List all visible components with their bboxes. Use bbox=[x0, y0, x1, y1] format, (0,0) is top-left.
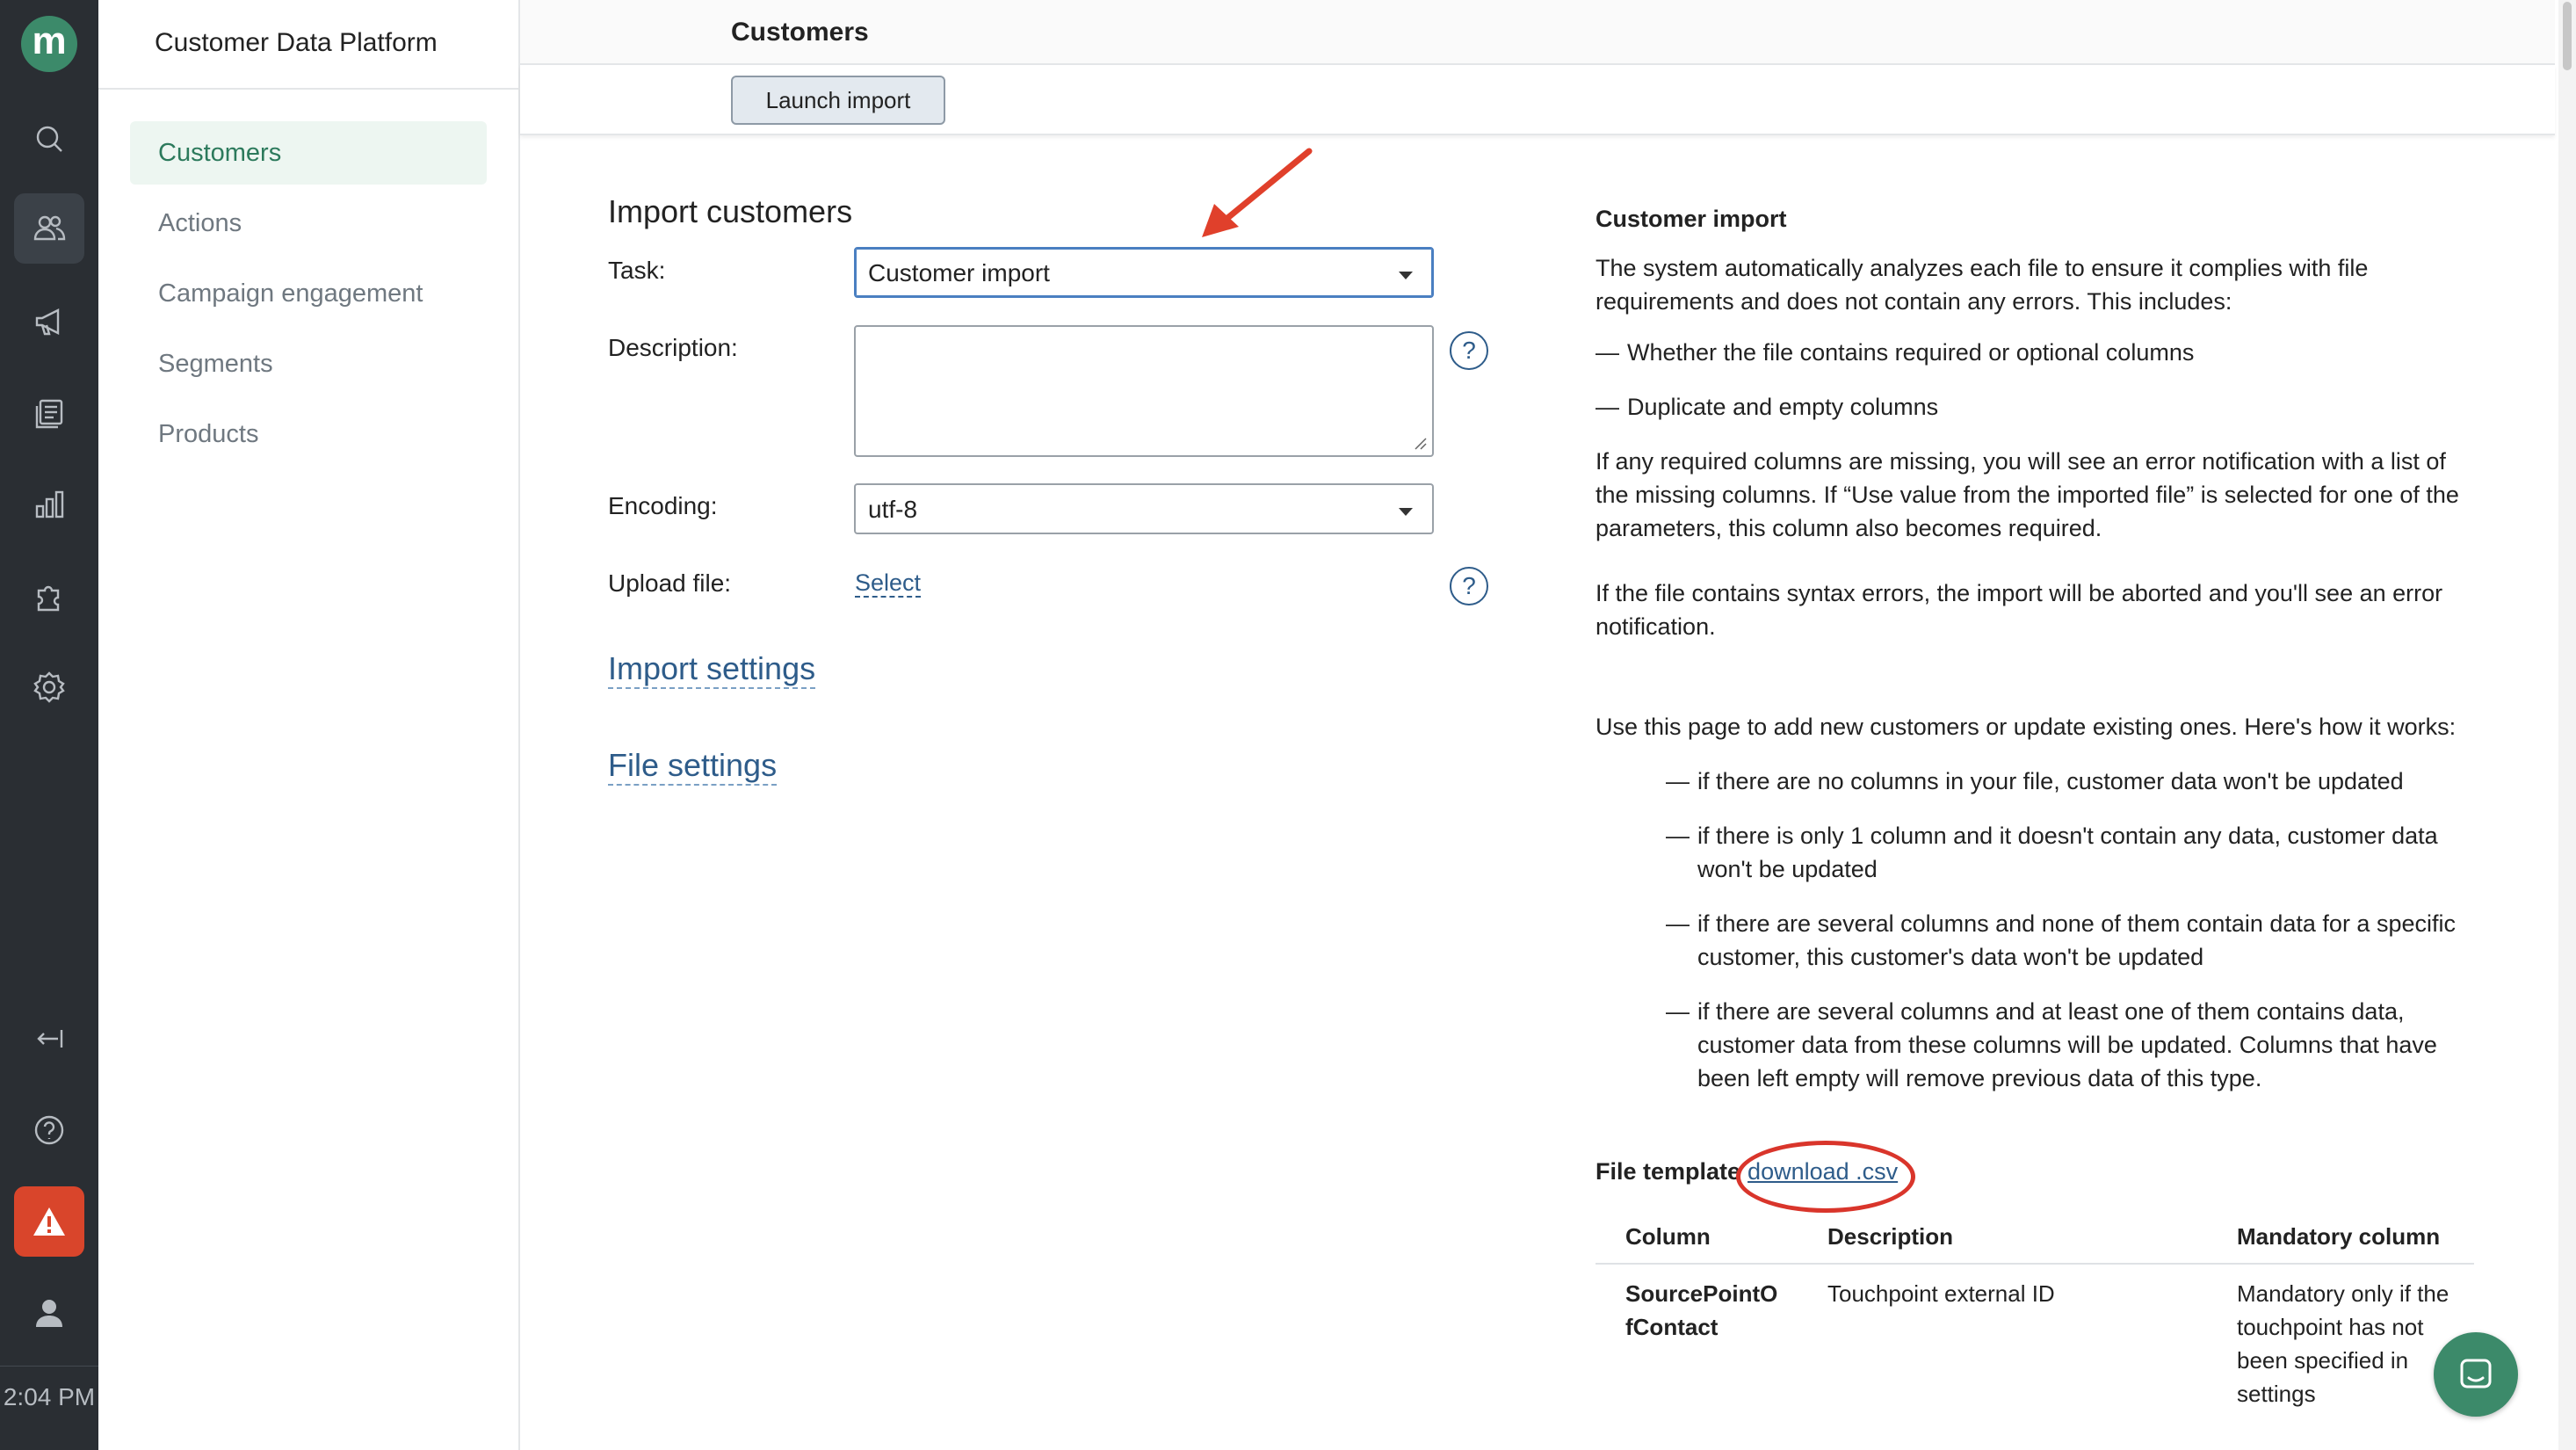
rule-item: — if there is only 1 column and it doesn't contain any data, customer data won't be updated bbox=[1596, 819, 2474, 886]
help-missing-columns: If any required columns are missing, you will see an error notification with a list of the missing columns. If “Use value from the imported file” is selected for one of the parameters, this column also becomes required. bbox=[1596, 448, 2459, 541]
encoding-select-value: utf-8 bbox=[868, 496, 918, 523]
check-item: — Duplicate and empty columns bbox=[1596, 390, 2474, 424]
table-header-row bbox=[1596, 1214, 2474, 1264]
toolbar bbox=[520, 65, 2555, 135]
app-logo[interactable]: m bbox=[21, 16, 77, 72]
chat-widget-button[interactable] bbox=[2434, 1332, 2518, 1417]
rule-item: — if there are no columns in your file, customer data won't be updated bbox=[1596, 765, 2474, 798]
launch-import-button[interactable]: Launch import bbox=[731, 76, 945, 125]
check-item: — Whether the file contains required or optional columns bbox=[1596, 336, 2474, 369]
help-panel bbox=[1596, 202, 2474, 1116]
table-cell: SourcePointO fContact bbox=[1625, 1280, 1778, 1340]
file-template-label: File template bbox=[1596, 1158, 1741, 1185]
rule-item: — if there are several columns and at least one of them contains data, customer data from these columns will be updated. Columns that have been left empty will remove previous data of this type. bbox=[1596, 995, 2474, 1095]
collapse-menu-icon[interactable] bbox=[14, 1004, 84, 1074]
clock: 2:04 PM bbox=[0, 1366, 98, 1450]
sidebar-item-campaign-engagement[interactable]: Campaign engagement bbox=[158, 279, 423, 308]
page-title: Customers bbox=[731, 18, 869, 47]
rule-item: — if there are several columns and none of them contain data for a specific customer, this customer's data won't be updated bbox=[1596, 907, 2474, 974]
select-file-link[interactable]: Select bbox=[855, 569, 922, 596]
customers-icon[interactable] bbox=[14, 193, 84, 264]
help-heading: Customer import bbox=[1596, 206, 1787, 232]
table-row bbox=[1596, 1264, 2474, 1410]
help-icon[interactable] bbox=[14, 1095, 84, 1165]
sidebar-brand: Customer Data Platform bbox=[98, 0, 518, 90]
alert-warning-icon[interactable] bbox=[14, 1186, 84, 1257]
sidebar-item-actions[interactable]: Actions bbox=[158, 209, 242, 237]
page-scrollbar[interactable] bbox=[2558, 0, 2576, 1450]
help-syntax-errors: If the file contains syntax errors, the import will be aborted and you'll see an error notification. bbox=[1596, 580, 2443, 640]
help-usage: Use this page to add new customers or update existing ones. Here's how it works: bbox=[1596, 714, 2457, 740]
table-header: Mandatory column bbox=[2207, 1214, 2474, 1264]
sidebar-item-products[interactable]: Products bbox=[158, 420, 259, 448]
sidebar-item-customers[interactable]: Customers bbox=[130, 121, 487, 185]
chevron-down-icon bbox=[1399, 508, 1413, 516]
sidebar-nav bbox=[98, 90, 518, 466]
campaigns-icon[interactable] bbox=[14, 286, 84, 357]
content-icon[interactable] bbox=[14, 378, 84, 448]
app-rail bbox=[0, 0, 98, 1450]
description-textarea[interactable] bbox=[854, 325, 1434, 457]
upload-file-label: Upload file: bbox=[608, 569, 732, 597]
download-csv-link[interactable]: download .csv bbox=[1747, 1158, 1899, 1185]
table-cell: Mandatory only if the touchpoint has not been specified in settings bbox=[2237, 1280, 2449, 1407]
description-label: Description: bbox=[608, 334, 738, 361]
template-table bbox=[1596, 1214, 2474, 1410]
task-label: Task: bbox=[608, 257, 666, 284]
help-intro: The system automatically analyzes each file to ensure it complies with file requirements and does not contain any errors. This includes: bbox=[1596, 255, 2369, 315]
chat-bubble-icon bbox=[2455, 1353, 2497, 1396]
upload-help-icon[interactable]: ? bbox=[1450, 567, 1488, 605]
section-sidebar bbox=[98, 0, 520, 1450]
task-select[interactable] bbox=[854, 247, 1434, 298]
table-cell: Touchpoint external ID bbox=[1827, 1280, 2055, 1307]
chevron-down-icon bbox=[1399, 272, 1413, 279]
scrollbar-thumb[interactable] bbox=[2563, 2, 2572, 70]
analytics-icon[interactable] bbox=[14, 469, 84, 540]
description-help-icon[interactable]: ? bbox=[1450, 331, 1488, 370]
annotation-circle bbox=[1736, 1141, 1915, 1213]
form-title: Import customers bbox=[608, 193, 853, 229]
task-select-value: Customer import bbox=[868, 259, 1050, 286]
search-icon[interactable] bbox=[14, 104, 84, 174]
table-header: Description bbox=[1798, 1214, 2207, 1264]
file-settings-toggle[interactable]: File settings bbox=[608, 747, 777, 786]
encoding-select[interactable] bbox=[854, 483, 1434, 534]
sidebar-item-segments[interactable]: Segments bbox=[158, 350, 273, 378]
encoding-label: Encoding: bbox=[608, 492, 718, 519]
resize-handle-icon[interactable] bbox=[1413, 436, 1427, 450]
annotation-arrow-icon bbox=[1195, 146, 1318, 243]
integrations-icon[interactable] bbox=[14, 561, 84, 631]
page-header bbox=[520, 0, 2555, 65]
import-settings-toggle[interactable]: Import settings bbox=[608, 650, 815, 689]
user-profile-icon[interactable] bbox=[14, 1278, 84, 1348]
settings-gear-icon[interactable] bbox=[14, 652, 84, 722]
table-header: Column bbox=[1596, 1214, 1798, 1264]
